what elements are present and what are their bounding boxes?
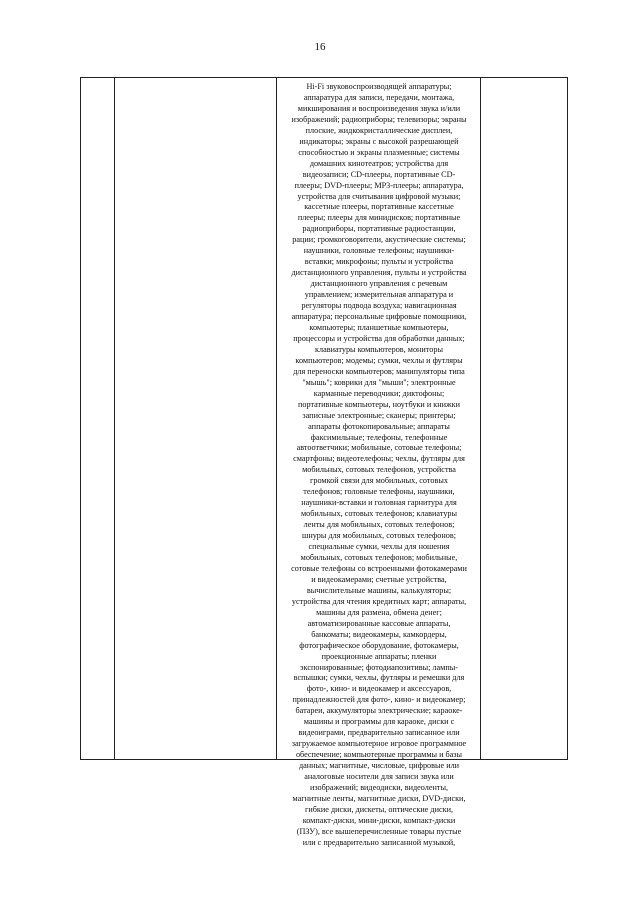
goods-table xyxy=(80,77,568,847)
description-line: плееры; плееры для минидисков; портативные xyxy=(297,213,461,223)
description-line: телефонов; головные телефоны, наушники, xyxy=(303,487,455,497)
description-line: управлением; измерительная аппаратура и xyxy=(304,290,454,300)
description-line: батареи, аккумуляторы электрические; караоке- xyxy=(295,706,463,716)
description-line: индикаторы; экраны с высокой разрешающей xyxy=(299,136,459,146)
description-line: смартфоны; видеотелефоны; чехлы, футляры для xyxy=(293,454,465,464)
description-line: портативные компьютеры, ноутбуки и книжки xyxy=(297,399,461,409)
description-line: или с предварительно записанной музыкой, xyxy=(302,837,456,847)
description-line: мобильных, сотовых телефонов; мобильные, xyxy=(300,552,458,562)
description-line: регуляторы подвода воздуха; навигационная xyxy=(301,301,457,311)
description-line: шнуры для мобильных, сотовых телефонов; xyxy=(302,531,456,541)
description-line: аппаратура для записи, передачи, монтажа, xyxy=(303,92,455,102)
description-line: компьютеров; модемы; сумки, чехлы и футляры xyxy=(295,355,463,365)
description-line: машины для размена, обмена денег; xyxy=(316,607,442,617)
description-line: наушники-вставки и головная гарнитура для xyxy=(301,498,457,508)
description-line: клавиатуры компьютеров, мониторы xyxy=(315,344,443,354)
description-line: данных; магнитные, числовые, цифровые или xyxy=(298,761,460,771)
description-line: домашних кинотеатров; устройства для xyxy=(309,158,449,168)
description-line: изображений; видеодиски, видеоленты, xyxy=(309,783,448,792)
description-line: видеоиграми, предварительно записанное или xyxy=(298,728,460,738)
description-line: загружаемое компьютерное игровое программное xyxy=(291,739,467,749)
description-line: устройства для считывания цифровой музыки; xyxy=(297,191,461,201)
description-line: записные электронные; сканеры; принтеры; xyxy=(302,410,456,420)
description-line: аналоговые носители для записи звука или xyxy=(304,772,454,782)
description-line: ленты для мобильных, сотовых телефонов; xyxy=(303,520,455,530)
description-line: громкой связи для мобильных, сотовых xyxy=(310,476,448,486)
description-line: факсимильные; телефоны, телефонные xyxy=(310,432,448,442)
description-line: видеозаписи; CD-плееры, портативные CD- xyxy=(302,169,456,179)
description-line: вспышки; сумки, чехлы, футляры и ремешки для xyxy=(293,673,465,683)
description-line: автоматизированные кассовые аппараты, xyxy=(307,618,451,628)
description-line: компьютеры; планшетные компьютеры, xyxy=(309,322,449,332)
description-line: компакт-диски, мини-диски, компакт-диски xyxy=(302,815,456,825)
description-line: автоответчики; мобильные, сотовые телефоны; xyxy=(296,443,462,453)
description-line: дистанционного управления, пульты и устройства xyxy=(291,268,467,278)
description-line: проекционные аппараты; пленки xyxy=(321,651,437,661)
description-line: кассетные плееры, портативные кассетные xyxy=(304,202,454,212)
description-line: устройства для чтения кредитных карт; аппараты, xyxy=(291,596,467,606)
table-column-divider xyxy=(114,78,115,759)
description-line: банкоматы; видеокамеры, камкордеры, xyxy=(311,629,447,639)
description-line: микширования и воспроизведения звука и/или xyxy=(297,103,461,113)
description-line: радиоприборы, портативные радиостанции, xyxy=(302,224,456,234)
description-line: процессоры и устройства для обработки данных; xyxy=(293,333,465,343)
description-line: (ПЗУ), все вышеперечисленные товары пустые xyxy=(296,826,462,836)
description-line: дистанционного управления с речевым xyxy=(310,279,448,289)
description-line: гибкие диски, дискеты, оптические диски, xyxy=(305,804,453,814)
description-line: и видеокамерами; счетные устройства, xyxy=(311,574,447,584)
description-line: фото-, кино- и видеокамер и аксессуаров, xyxy=(306,684,452,694)
table-column-divider xyxy=(276,78,277,759)
description-line: Hi-Fi звуковоспроизводящей аппаратуры; xyxy=(306,82,452,91)
goods-description-cell xyxy=(280,82,478,849)
description-line: мобильных, сотовых телефонов, устройства xyxy=(302,465,456,475)
description-line: для переноски компьютеров; манипуляторы типа xyxy=(293,366,465,376)
description-line: мобильных, сотовых телефонов; клавиатуры xyxy=(300,509,458,519)
description-line: вставки; микрофоны; пульты и устройства xyxy=(304,257,454,267)
description-line: магнитные ленты, магнитные диски, DVD-диски, xyxy=(292,793,466,803)
description-line: специальные сумки, чехлы для ношения xyxy=(308,542,450,552)
table-column-divider xyxy=(480,78,481,759)
description-line: карманные переводчики; диктофоны; xyxy=(313,388,445,398)
description-line: наушники, головные телефоны; наушники- xyxy=(303,246,455,256)
description-line: способностью и экраны плазменные; системы xyxy=(298,147,460,157)
description-line: плееры; DVD-плееры; MP3-плееры; аппаратура, xyxy=(294,180,464,190)
description-line: аппараты фотокопировальные; аппараты xyxy=(308,421,450,431)
description-line: экспонированные; фотодиапозитивы; лампы- xyxy=(300,662,458,672)
description-line: обеспечение; компьютерные программы и базы xyxy=(295,750,463,760)
page-number: 16 xyxy=(314,41,326,53)
description-line: изображений; радиоприборы; телевизоры; экраны xyxy=(291,114,467,124)
description-line: рации; громкоговорители, акустические системы; xyxy=(292,235,466,245)
description-line: сотовые телефоны со встроенными фотокамерами xyxy=(291,563,467,573)
description-line: плоские, жидкокристаллические дисплеи, xyxy=(305,125,453,135)
description-line: аппаратура; персональные цифровые помощники, xyxy=(291,312,467,322)
description-line: принадлежностей для фото-, кино- и видеокамер; xyxy=(292,695,466,705)
description-line: "мышь"; коврики для "мыши"; электронные xyxy=(302,377,456,387)
description-line: фотографическое оборудование, фотокамеры, xyxy=(299,640,459,650)
description-line: вычислительные машины, калькуляторы; xyxy=(306,585,452,595)
description-line: машины и программы для караоке, диски с xyxy=(303,717,455,727)
